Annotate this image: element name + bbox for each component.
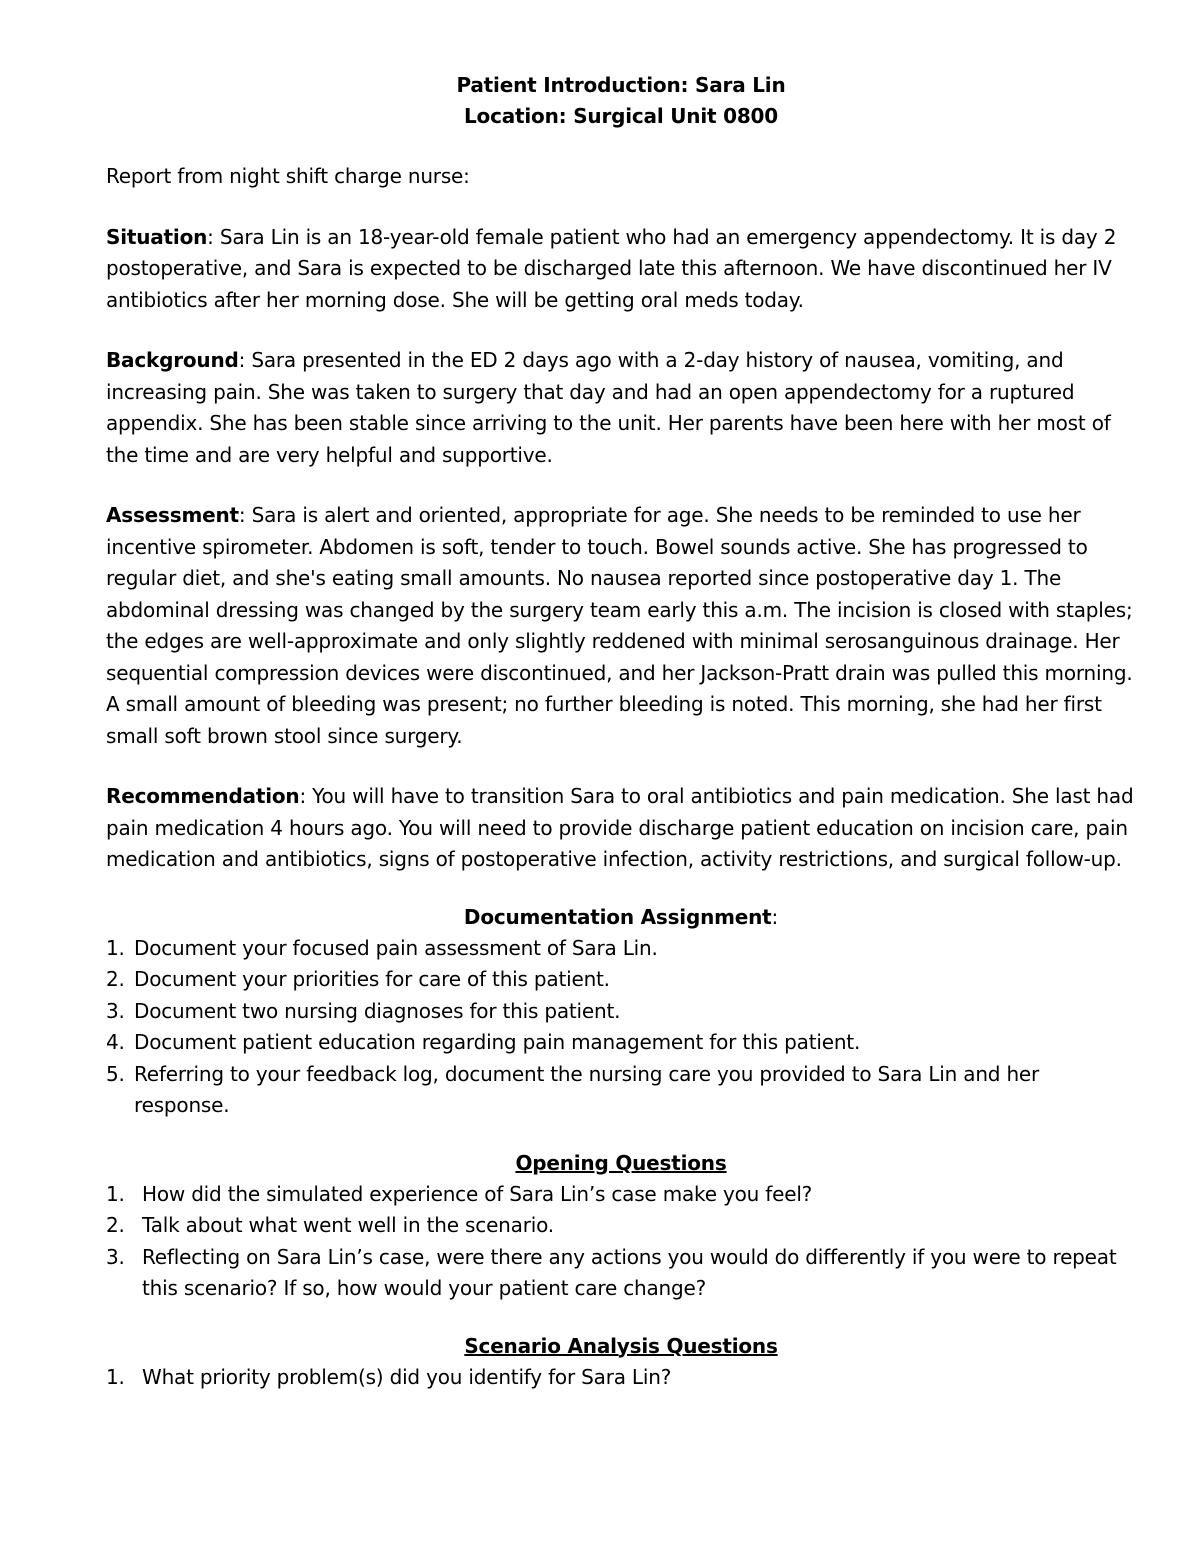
sbar-text: : Sara Lin is an 18-year-old female patient who had an emergency appendectomy. It is day 2 postoperative, and Sara is expected to be discharged late this afternoon. We have discontinued her IV antibiotics after her morning dose. She will be getting oral meds today. <box>106 224 1117 312</box>
location-prefix: Location <box>464 104 559 128</box>
scenario-analysis-list <box>106 1362 1136 1394</box>
sbar-situation <box>106 222 1136 317</box>
sbar-label: Background <box>106 348 239 372</box>
location-value: : Surgical Unit 0800 <box>558 104 778 128</box>
list-item: 1. How did the simulated experience of Sara Lin’s case make you feel? <box>106 1181 813 1206</box>
sbar-label: Assessment <box>106 503 239 527</box>
documentation-heading: Documentation Assignment: <box>463 904 779 929</box>
opening-questions-list <box>106 1179 1136 1305</box>
list-item: 4. Document patient education regarding pain management for this patient. <box>106 1030 861 1054</box>
opening-questions-heading: Opening Questions <box>515 1150 727 1175</box>
sbar-label: Recommendation <box>106 784 300 808</box>
title-prefix: Patient Introduction <box>456 73 681 97</box>
location-line <box>106 101 1136 132</box>
sbar-background <box>106 345 1136 471</box>
sbar-text: : You will have to transition Sara to oral antibiotics and pain medication. She last had pain medication 4 hours ago. You will need to provide discharge patient education on incision care, pain medication and antibiotics, signs of postoperative infection, activity restrictions, and surgical follow-up. <box>106 784 1134 871</box>
page-title <box>106 70 1136 101</box>
document-page <box>106 70 1136 1393</box>
list-item: 3. Document two nursing diagnoses for this patient. <box>106 998 621 1023</box>
list-item: 3. Reflecting on Sara Lin’s case, were there any actions you would do differently if you were to repeat this scenario? If so, how would your patient care change? <box>106 1244 1117 1300</box>
sbar-label: Situation <box>106 224 208 249</box>
report-intro: Report from night shift charge nurse: <box>106 164 470 188</box>
title-value: : Sara Lin <box>680 73 786 97</box>
list-item: 2. Document your priorities for care of this patient. <box>106 967 610 991</box>
sbar-text: : Sara presented in the ED 2 days ago with a 2-day history of nausea, vomiting, and increasing pain. She was taken to surgery that day and had an open appendectomy for a ruptured appendix. She has been stable since arriving to the unit. Her parents have been here with her most of the time and are very helpful and supportive. <box>106 348 1111 467</box>
documentation-list <box>106 933 1136 1122</box>
list-item: 5. Referring to your feedback log, document the nursing care you provided to Sara Lin and her response. <box>106 1061 1040 1117</box>
scenario-analysis-heading: Scenario Analysis Questions <box>464 1333 778 1358</box>
list-item: 1. What priority problem(s) did you identify for Sara Lin? <box>106 1364 672 1389</box>
sbar-assessment <box>106 500 1136 752</box>
list-item: 2. Talk about what went well in the scenario. <box>106 1213 554 1237</box>
list-item: 1. Document your focused pain assessment of Sara Lin. <box>106 935 658 960</box>
sbar-text: : Sara is alert and oriented, appropriate for age. She needs to be reminded to use her incentive spirometer. Abdomen is soft, tender to touch. Bowel sounds active. She has progressed to regular diet, and she's eating small amounts. No nausea reported since postoperative day 1. The abdominal dressing was changed by the surgery team early this a.m. The incision is closed with staples; the edges are well-approximate and only slightly reddened with minimal serosanguinous drainage. Her sequential compression devices were discontinued, and her Jackson-Pratt drain was pulled this morning. A small amount of bleeding was present; no further bleeding is noted. This morning, she had her first small soft brown stool since surgery. <box>106 503 1133 748</box>
sbar-recommendation <box>106 781 1136 876</box>
